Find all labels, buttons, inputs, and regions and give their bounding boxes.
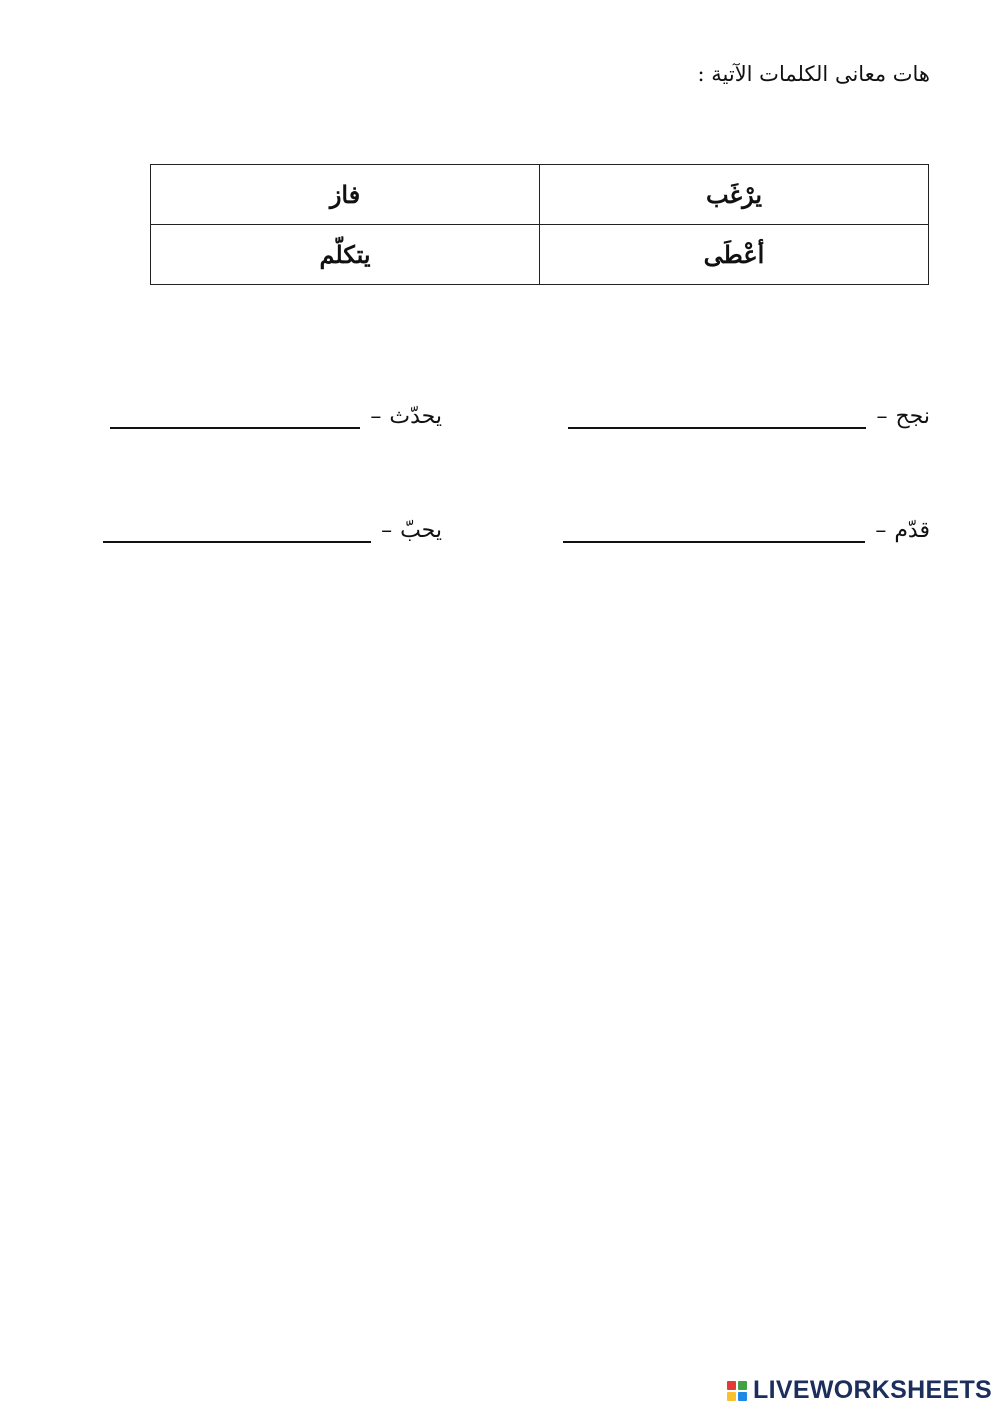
answer-blank[interactable] <box>563 521 865 543</box>
brand-logo-icon <box>727 1381 747 1401</box>
exercise-dash: – <box>370 404 382 429</box>
logo-square <box>727 1381 736 1390</box>
exercise-item <box>103 518 442 543</box>
exercise-word: نجح <box>895 404 930 429</box>
logo-square <box>727 1392 736 1401</box>
exercise-dash: – <box>876 404 888 429</box>
exercise-word: يحدّث <box>389 404 442 429</box>
instruction-text: هات معانى الكلمات الآتية : <box>697 62 930 86</box>
exercise-dash: – <box>875 518 887 543</box>
table-cell: يرْغَب <box>540 165 929 225</box>
exercise-item <box>110 404 442 429</box>
exercise-item <box>568 404 930 429</box>
table-cell: فاز <box>151 165 540 225</box>
exercise-dash: – <box>381 518 393 543</box>
exercise-item <box>563 518 930 543</box>
table-row <box>151 225 929 285</box>
logo-square <box>738 1381 747 1390</box>
table-row <box>151 165 929 225</box>
table-cell: يتكلّم <box>151 225 540 285</box>
brand-name: LIVEWORKSHEETS <box>753 1376 992 1404</box>
table-cell: أعْطَى <box>540 225 929 285</box>
answer-blank[interactable] <box>110 407 360 429</box>
answer-blank[interactable] <box>103 521 371 543</box>
logo-square <box>738 1392 747 1401</box>
exercise-word: يحبّ <box>400 518 442 543</box>
vocabulary-table <box>150 164 929 285</box>
answer-blank[interactable] <box>568 407 866 429</box>
exercise-word: قدّم <box>894 518 930 543</box>
brand-watermark <box>727 1376 992 1405</box>
